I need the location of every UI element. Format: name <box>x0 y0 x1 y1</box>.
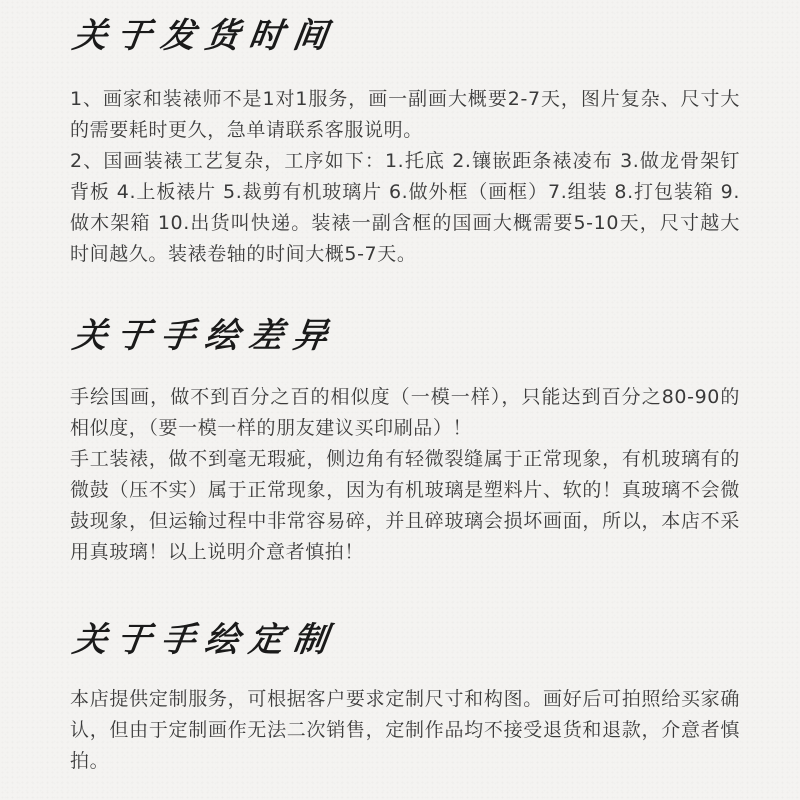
paragraph: 1、画家和装裱师不是1对1服务，画一副画大概要2-7天，图片复杂、尺寸大的需要耗时更久，急单请联系客服说明。 <box>70 88 740 141</box>
section-body <box>70 84 740 270</box>
paragraph: 手工装裱，做不到毫无瑕疵，侧边角有轻微裂缝属于正常现象，有机玻璃有的微鼓（压不实）属于正常现象，因为有机玻璃是塑料片、软的！真玻璃不会微鼓现象，但运输过程中非常容易碎，并且碎玻璃会损坏画面，所以，本店不采用真玻璃！以上说明介意者慎拍！ <box>70 448 740 563</box>
paragraph: 2、国画装裱工艺复杂，工序如下：1.托底 2.镶嵌距条裱凌布 3.做龙骨架钉背板 4.上板裱片 5.裁剪有机玻璃片 6.做外框（画框）7.组装 8.打包装箱 9.做木架箱 10.出货叫快递。装裱一副含框的国画大概需要5-10天，尺寸越大时间越久。装裱卷轴的时间大概5-7天。 <box>70 150 740 265</box>
section-delivery-time <box>70 14 740 270</box>
section-body <box>70 382 740 568</box>
section-heading: 关于手绘差异 <box>70 316 340 356</box>
section-handpaint-custom <box>70 618 740 777</box>
paragraph: 本店提供定制服务，可根据客户要求定制尺寸和构图。画好后可拍照给买家确认，但由于定制画作无法二次销售，定制作品均不接受退货和退款，介意者慎拍。 <box>70 688 740 772</box>
section-handpaint-difference <box>70 314 740 568</box>
section-heading: 关于发货时间 <box>70 16 340 56</box>
section-body <box>70 684 740 777</box>
section-heading: 关于手绘定制 <box>70 620 340 660</box>
paragraph: 手绘国画，做不到百分之百的相似度（一模一样），只能达到百分之80-90的相似度，（要一模一样的朋友建议买印刷品）！ <box>70 386 740 439</box>
